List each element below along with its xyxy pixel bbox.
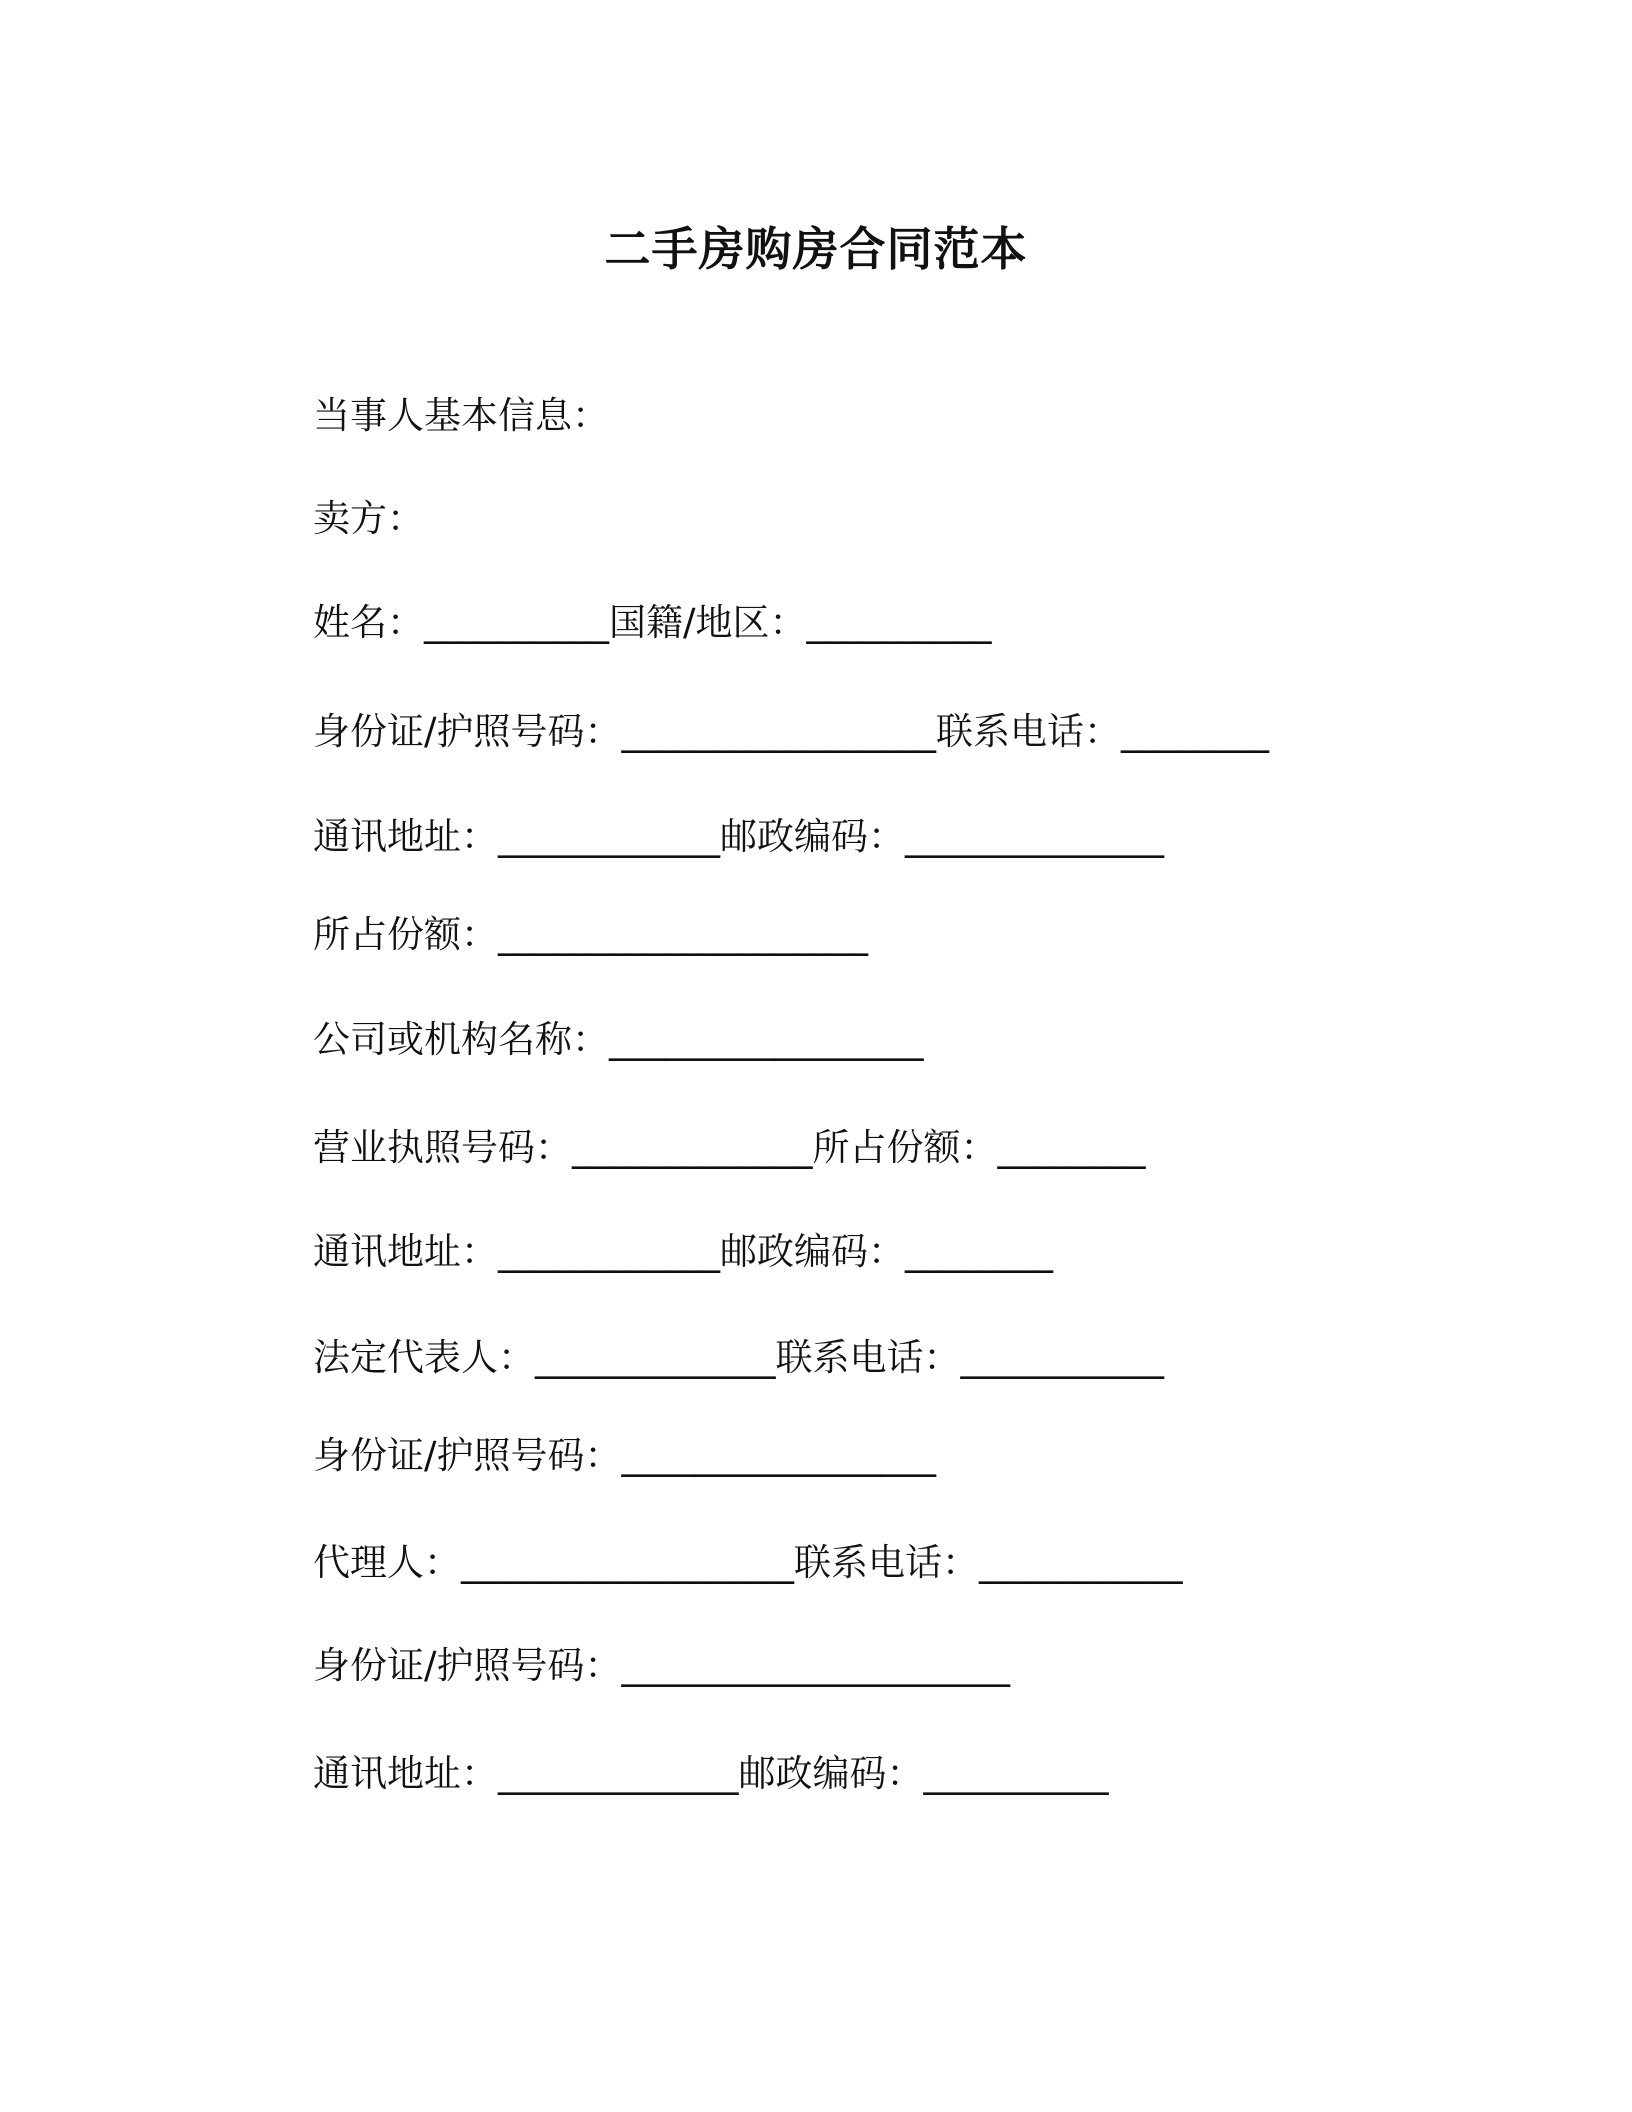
blank-field[interactable]: __________________ [461, 1541, 794, 1584]
field-label: 姓名： [313, 601, 424, 644]
field-label: 营业执照号码： [313, 1126, 572, 1169]
field-label: 邮政编码： [738, 1752, 924, 1795]
form-line-company-address-postcode [313, 1230, 1053, 1274]
section-heading: 当事人基本信息： [313, 394, 609, 437]
form-line-share [313, 913, 868, 957]
form-line-company-name [313, 1018, 924, 1062]
form-line-legal-rep-id [313, 1434, 936, 1478]
blank-field[interactable]: _____________ [498, 1752, 739, 1795]
blank-field[interactable]: ______________ [905, 815, 1164, 858]
blank-field[interactable]: __________ [923, 1752, 1109, 1795]
field-label: 法定代表人： [313, 1336, 535, 1379]
blank-field[interactable]: ________ [1120, 710, 1269, 753]
blank-field[interactable]: __________ [424, 601, 609, 644]
field-label: 邮政编码： [720, 1230, 905, 1273]
field-label: 联系电话： [935, 710, 1121, 753]
field-label: 通讯地址： [313, 815, 498, 858]
blank-field[interactable]: _____________ [535, 1336, 776, 1379]
field-label: 联系电话： [775, 1336, 961, 1379]
field-label: 通讯地址： [313, 1230, 498, 1273]
blank-field[interactable]: __________ [806, 601, 992, 644]
field-label: 身份证/护照号码： [313, 1644, 622, 1687]
blank-field[interactable]: ___________ [979, 1541, 1183, 1584]
field-label: 所占份额： [313, 913, 498, 956]
form-line-address-postcode [313, 815, 1164, 859]
form-line-id-phone [313, 710, 1269, 754]
field-label: 国籍/地区： [609, 601, 807, 644]
blank-field[interactable]: ________ [997, 1126, 1146, 1169]
field-label: 所占份额： [812, 1126, 998, 1169]
blank-field[interactable]: _________________ [609, 1018, 924, 1061]
form-line-agent-id [313, 1644, 1010, 1688]
field-label: 联系电话： [794, 1541, 979, 1584]
blank-field[interactable]: ____________ [498, 815, 720, 858]
field-label: 代理人： [313, 1541, 461, 1584]
blank-field[interactable]: ____________________ [498, 913, 868, 956]
blank-field[interactable]: _________________ [621, 1434, 936, 1477]
form-line-license-share [313, 1126, 1146, 1170]
field-label: 公司或机构名称： [313, 1018, 609, 1061]
form-line-agent-address-postcode [313, 1752, 1109, 1796]
blank-field[interactable]: ________ [905, 1230, 1053, 1273]
blank-field[interactable]: _____________________ [621, 1644, 1010, 1687]
blank-field[interactable]: _________________ [621, 710, 936, 753]
field-label: 通讯地址： [313, 1752, 498, 1795]
blank-field[interactable]: ____________ [498, 1230, 720, 1273]
document-title: 二手房购房合同范本 [604, 222, 1028, 276]
field-label: 身份证/护照号码： [313, 710, 622, 753]
field-label: 邮政编码： [720, 815, 905, 858]
field-label: 身份证/护照号码： [313, 1434, 622, 1477]
form-line-agent-phone [313, 1541, 1183, 1585]
blank-field[interactable]: ___________ [960, 1336, 1164, 1379]
form-line-name-nationality [313, 601, 991, 645]
form-line-legal-rep-phone [313, 1336, 1164, 1380]
blank-field[interactable]: _____________ [572, 1126, 813, 1169]
seller-label: 卖方： [313, 497, 424, 540]
